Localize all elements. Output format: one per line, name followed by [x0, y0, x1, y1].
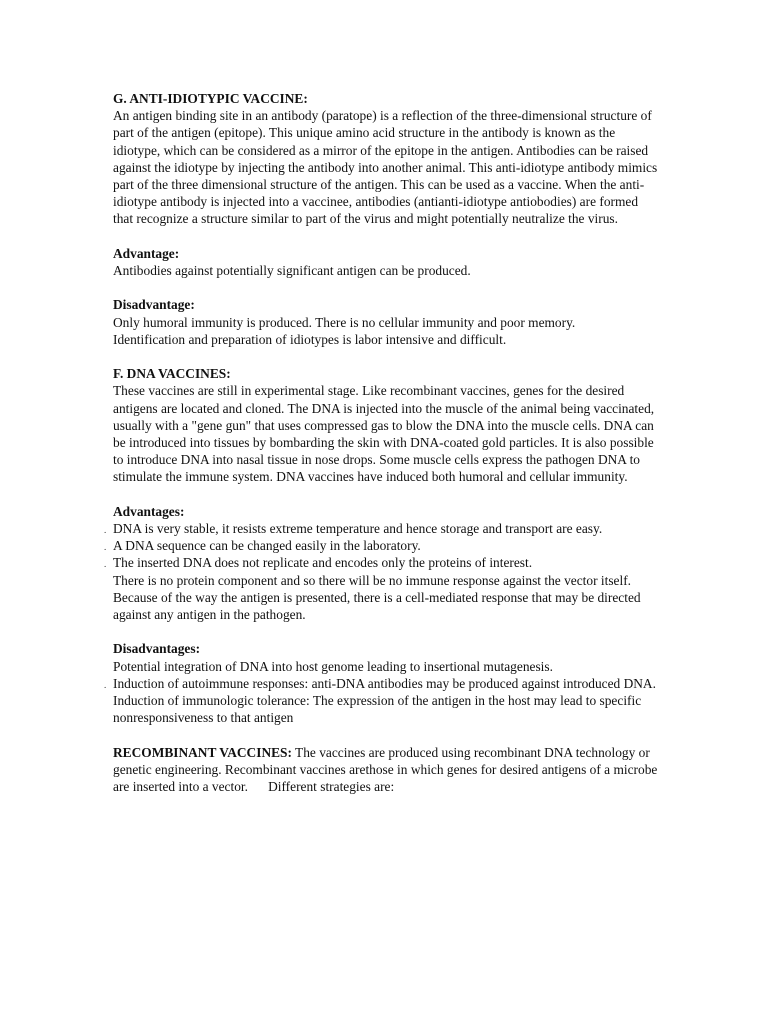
anti-idiotypic-advantage-section [113, 245, 661, 279]
anti-idiotypic-advantage-text: Antibodies against potentially significant antigen can be produced. [113, 263, 471, 279]
dna-advantage-text: There is no protein component and so there will be no immune response against the vector itself. [113, 572, 632, 588]
dna-disadvantages-section [104, 640, 661, 726]
dna-disadvantage-item [104, 675, 661, 692]
dna-vaccines-heading: F. DNA VACCINES: [113, 366, 231, 382]
bullet-icon: . [104, 542, 107, 553]
dna-advantage-item [104, 537, 661, 554]
dna-disadvantages-list [104, 658, 661, 727]
anti-idiotypic-body: An antigen binding site in an antibody (paratope) is a reflection of the three-dimensional structure of part of the antigen (epitope). This unique amino acid structure in the antibody is known as the idiotype, which can be considered as a mirror of the epitope in the antigen. Antibodies can be raised against the idiotype by injecting the antibody into another animal. This anti-idiotype antibody mimics part of the three dimensional structure of the antigen. This can be used as a vaccine. When the anti-idiotype antibody is injected into a vaccinee, antibodies (antianti-idiotype antiobodies) are formed that recognize a structure similar to part of the virus and might potentially neutralize the virus. [113, 108, 658, 227]
recombinant-section [113, 744, 661, 796]
dna-advantages-section [104, 503, 661, 623]
dna-vaccines-body: These vaccines are still in experimental stage. Like recombinant vaccines, genes for the desired antigens are located and cloned. The DNA is injected into the muscle of the animal being vaccinated, usually with a "gene gun" that uses compressed gas to blow the DNA into the muscle cells. DNA can be introduced into tissues by bombarding the skin with DNA-coated gold particles. It is also possible to introduce DNA into nasal tissue in nose drops. Some muscle cells express the pathogen DNA to stimulate the immune system. DNA vaccines have induced both humoral and cellular immunity. [113, 383, 655, 485]
dna-disadvantage-text: Induction of autoimmune responses: anti-DNA antibodies may be produced against introduced DNA. [113, 675, 656, 691]
dna-advantage-item [104, 554, 661, 571]
dna-advantage-text: Because of the way the antigen is presented, there is a cell-mediated response that may be directed against any antigen in the pathogen. [113, 589, 641, 623]
dna-disadvantage-text: Induction of immunologic tolerance: The expression of the antigen in the host may lead to specific nonresponsiveness to that antigen [113, 693, 642, 726]
dna-disadvantages-heading: Disadvantages: [113, 641, 201, 657]
dna-vaccines-section [113, 365, 661, 485]
dna-advantage-item [113, 589, 661, 623]
anti-idiotypic-disadvantage-line: Identification and preparation of idiotypes is labor intensive and difficult. [113, 331, 507, 347]
dna-advantages-heading: Advantages: [113, 503, 185, 519]
dna-advantage-item [104, 520, 661, 537]
bullet-icon: . [104, 679, 107, 690]
anti-idiotypic-section [113, 90, 661, 228]
anti-idiotypic-disadvantage-line: Only humoral immunity is produced. There is no cellular immunity and poor memory. [113, 314, 576, 330]
dna-disadvantage-item [113, 658, 661, 675]
anti-idiotypic-advantage-heading: Advantage: [113, 245, 180, 261]
recombinant-trailing: Different strategies are: [268, 779, 395, 795]
dna-disadvantage-item [113, 692, 661, 726]
anti-idiotypic-heading: G. ANTI-IDIOTYPIC VACCINE: [113, 91, 308, 106]
recombinant-paragraph [113, 744, 661, 796]
bullet-icon: . [104, 525, 107, 536]
anti-idiotypic-disadvantage-heading: Disadvantage: [113, 297, 195, 313]
dna-disadvantage-text: Potential integration of DNA into host genome leading to insertional mutagenesis. [113, 658, 553, 674]
anti-idiotypic-disadvantage-section [113, 296, 661, 348]
recombinant-heading: RECOMBINANT VACCINES: [113, 744, 292, 760]
dna-advantage-text: DNA is very stable, it resists extreme temperature and hence storage and transport are easy. [113, 521, 603, 537]
dna-advantages-list [104, 520, 661, 623]
dna-advantage-item [113, 572, 661, 589]
recombinant-body: The vaccines are produced using recombinant DNA technology or genetic engineering. Recombinant vaccines arethose in which genes for desired antigens of a microbe are inserted into a vector. [113, 744, 658, 795]
bullet-icon: . [104, 559, 107, 570]
dna-advantage-text: The inserted DNA does not replicate and encodes only the proteins of interest. [113, 555, 533, 571]
dna-advantage-text: A DNA sequence can be changed easily in the laboratory. [113, 538, 421, 554]
document-page [104, 90, 661, 812]
